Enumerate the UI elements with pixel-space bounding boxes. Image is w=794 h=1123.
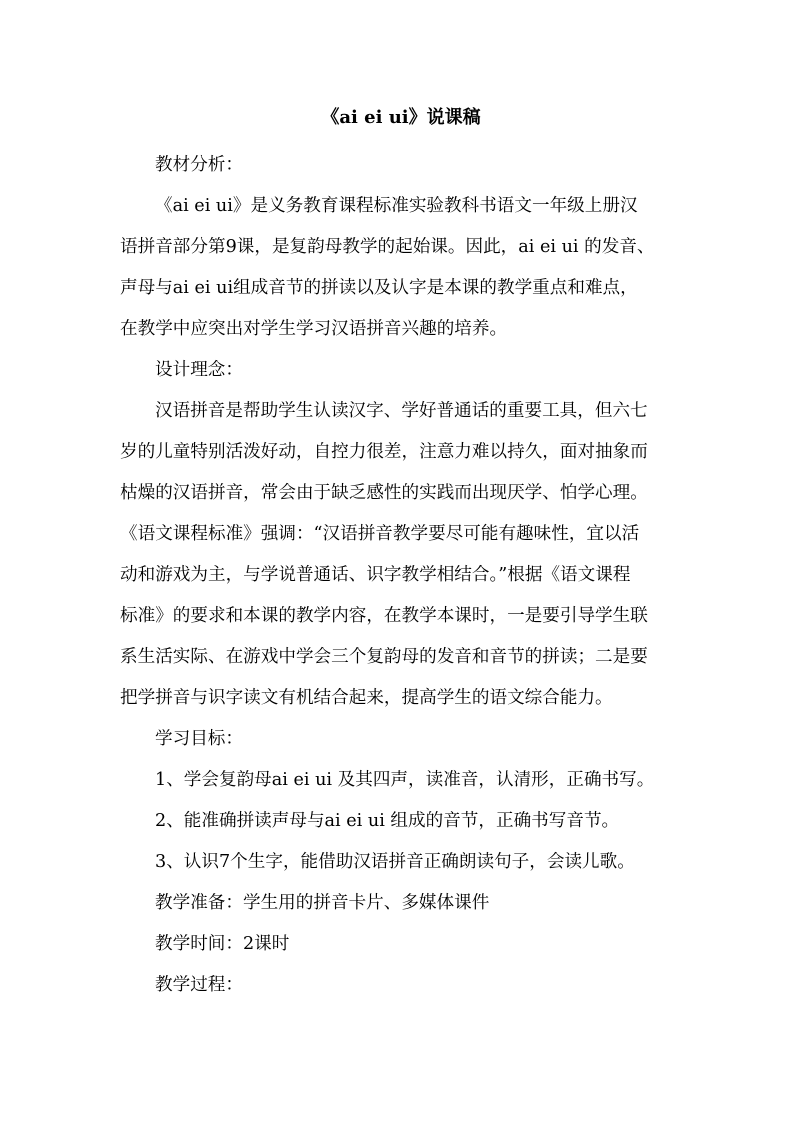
paragraph-line: 标准》的要求和本课的教学内容，在教学本课时，一是要引导学生联 (120, 606, 648, 626)
paragraph-line: 《语文课程标准》强调：“汉语拼音教学要尽可能有趣味性，宜以活 (120, 524, 640, 544)
paragraph-line: 岁的儿童特别活泼好动，自控力很差，注意力难以持久，面对抽象而 (120, 442, 648, 462)
goal-item: 2、能准确拼读声母与ai ei ui 组成的音节，正确书写音节。 (155, 811, 620, 831)
paragraph-line: 语拼音部分第9课，是复韵母教学的起始课。因此，ai ei ui 的发音、 (120, 237, 655, 257)
document-body (120, 145, 682, 1006)
paragraph-line: 《ai ei ui》是义务教育课程标准实验教科书语文一年级上册汉 (155, 196, 638, 216)
goal-item: 3、认识7个生字，能借助汉语拼音正确朗读句子，会读儿歌。 (155, 852, 635, 872)
goal-item: 1、学会复韵母ai ei ui 及其四声，读准音，认清形，正确书写。 (155, 770, 655, 790)
paragraph-line: 汉语拼音是帮助学生认读汉字、学好普通话的重要工具，但六七 (155, 401, 648, 421)
paragraph-line: 枯燥的汉语拼音，常会由于缺乏感性的实践而出现厌学、怕学心理。 (120, 483, 648, 503)
paragraph-line: 动和游戏为主，与学说普通话、识字教学相结合。”根据《语文课程 (120, 565, 631, 585)
teaching-preparation: 教学准备：学生用的拼音卡片、多媒体课件 (155, 893, 490, 913)
heading-textbook-analysis: 教材分析： (155, 155, 243, 175)
teaching-time: 教学时间：2课时 (155, 934, 290, 954)
document-title: 《ai ei ui》说课稿 (321, 107, 481, 128)
heading-teaching-process: 教学过程： (155, 975, 243, 995)
paragraph-line: 声母与ai ei ui组成音节的拼读以及认字是本课的教学重点和难点， (120, 278, 638, 298)
paragraph-line: 把学拼音与识字读文有机结合起来，提高学生的语文综合能力。 (120, 688, 613, 708)
heading-learning-goals: 学习目标： (155, 729, 243, 749)
paragraph-line: 系生活实际、在游戏中学会三个复韵母的发音和音节的拼读；二是要 (120, 647, 648, 667)
heading-design-concept: 设计理念： (155, 360, 243, 380)
paragraph-line: 在教学中应突出对学生学习汉语拼音兴趣的培养。 (120, 319, 508, 339)
